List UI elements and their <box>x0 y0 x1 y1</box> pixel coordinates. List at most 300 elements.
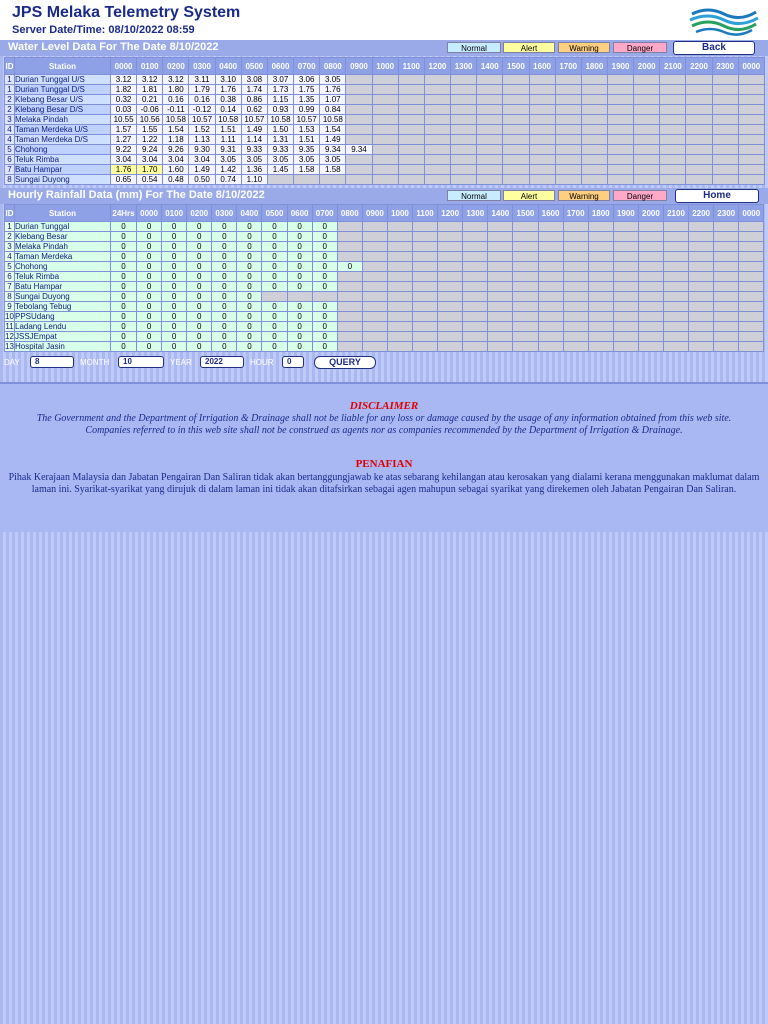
empty-cell <box>588 312 613 322</box>
rainfall-value: 0 <box>312 282 337 292</box>
table-row <box>5 342 764 352</box>
empty-cell <box>660 135 686 145</box>
empty-cell <box>714 282 739 292</box>
empty-cell <box>712 105 738 115</box>
empty-cell <box>712 145 738 155</box>
station-id: 4 <box>5 135 15 145</box>
empty-cell <box>660 175 686 185</box>
empty-cell <box>638 242 663 252</box>
column-header-id: ID <box>5 58 15 75</box>
empty-cell <box>660 125 686 135</box>
empty-cell <box>451 95 477 105</box>
empty-cell <box>262 292 287 302</box>
legend-warning: Warning <box>558 190 610 201</box>
rainfall-value: 0 <box>312 222 337 232</box>
water-level-value: 1.76 <box>215 85 241 95</box>
column-header-hour: 1200 <box>424 58 450 75</box>
water-level-value: 1.27 <box>111 135 137 145</box>
empty-cell <box>413 262 438 272</box>
station-name: Ladang Lendu <box>15 322 111 332</box>
empty-cell <box>477 165 503 175</box>
water-level-value: 3.12 <box>111 75 137 85</box>
empty-cell <box>529 115 555 125</box>
water-level-value: 1.18 <box>163 135 189 145</box>
empty-cell <box>503 175 529 185</box>
water-level-value: 1.49 <box>241 125 267 135</box>
empty-cell <box>503 135 529 145</box>
empty-cell <box>513 302 538 312</box>
empty-cell <box>529 145 555 155</box>
empty-cell <box>413 312 438 322</box>
station-id: 8 <box>5 175 15 185</box>
table-row <box>5 282 764 292</box>
empty-cell <box>663 342 688 352</box>
rainfall-value: 0 <box>237 232 262 242</box>
empty-cell <box>689 292 714 302</box>
water-level-value: 3.05 <box>294 155 320 165</box>
empty-cell <box>346 105 372 115</box>
empty-cell <box>714 332 739 342</box>
rainfall-value: 0 <box>212 322 237 332</box>
rainfall-value: 0 <box>162 282 187 292</box>
water-level-value: 1.75 <box>294 85 320 95</box>
empty-cell <box>588 242 613 252</box>
column-header-hour: 0200 <box>187 205 212 222</box>
empty-cell <box>739 302 764 312</box>
empty-cell <box>555 105 581 115</box>
empty-cell <box>663 252 688 262</box>
rainfall-value: 0 <box>187 302 212 312</box>
column-header-hour: 0800 <box>337 205 362 222</box>
empty-cell <box>660 115 686 125</box>
water-level-value: 10.58 <box>215 115 241 125</box>
table-row <box>5 292 764 302</box>
empty-cell <box>346 135 372 145</box>
column-header-hour: 1000 <box>372 58 398 75</box>
station-name: Taman Merdeka D/S <box>15 135 111 145</box>
home-button[interactable]: Home <box>675 189 759 203</box>
empty-cell <box>346 75 372 85</box>
empty-cell <box>424 95 450 105</box>
rainfall-value: 0 <box>212 272 237 282</box>
empty-cell <box>607 125 633 135</box>
empty-cell <box>738 115 764 125</box>
column-header-hour: 2300 <box>712 58 738 75</box>
hour-input[interactable]: 0 <box>282 356 304 368</box>
table-row <box>5 95 765 105</box>
empty-cell <box>477 105 503 115</box>
column-header-hour: 0000 <box>738 58 764 75</box>
water-level-value: 0.62 <box>241 105 267 115</box>
table-row <box>5 312 764 322</box>
column-header-hour: 1800 <box>581 58 607 75</box>
empty-cell <box>714 232 739 242</box>
water-level-value: 1.07 <box>320 95 346 105</box>
station-id: 4 <box>5 125 15 135</box>
empty-cell <box>738 155 764 165</box>
water-level-value: 10.58 <box>267 115 293 125</box>
column-header-station: Station <box>15 58 111 75</box>
empty-cell <box>463 332 488 342</box>
empty-cell <box>581 115 607 125</box>
column-header-hour: 1400 <box>477 58 503 75</box>
rainfall-value: 0 <box>187 232 212 242</box>
empty-cell <box>372 115 398 125</box>
month-input[interactable]: 10 <box>118 356 164 368</box>
empty-cell <box>634 155 660 165</box>
empty-cell <box>686 125 712 135</box>
empty-cell <box>663 242 688 252</box>
empty-cell <box>555 155 581 165</box>
empty-cell <box>588 292 613 302</box>
empty-cell <box>634 165 660 175</box>
rainfall-value: 0 <box>162 242 187 252</box>
empty-cell <box>538 332 563 342</box>
empty-cell <box>451 135 477 145</box>
station-id: 9 <box>5 302 15 312</box>
disclaimer-title: DISCLAIMER <box>349 400 419 412</box>
water-level-value: 3.05 <box>320 75 346 85</box>
rainfall-value: 0 <box>137 272 162 282</box>
water-level-value: 1.57 <box>111 125 137 135</box>
empty-cell <box>581 155 607 165</box>
column-header-hour: 0800 <box>320 58 346 75</box>
empty-cell <box>607 145 633 155</box>
rainfall-value: 0 <box>287 252 312 262</box>
rainfall-value: 0 <box>287 232 312 242</box>
empty-cell <box>660 85 686 95</box>
rainfall-value: 0 <box>262 302 287 312</box>
table-row <box>5 75 765 85</box>
column-header-hour: 1000 <box>387 205 412 222</box>
table-row <box>5 322 764 332</box>
empty-cell <box>538 292 563 302</box>
empty-cell <box>588 322 613 332</box>
empty-cell <box>607 135 633 145</box>
empty-cell <box>424 155 450 165</box>
empty-cell <box>686 135 712 145</box>
empty-cell <box>634 145 660 155</box>
disclaimer-text: The Government and the Department of Irrigation & Drainage shall not be liable for any loss or damage caused by the usage of any information obtained from this web site. Companies referred to in this web site shall not be construed as agents nor as companies recommended by the Department of Irrigation & Drainage. <box>36 413 732 436</box>
empty-cell <box>398 155 424 165</box>
empty-cell <box>362 332 387 342</box>
water-level-value: 10.57 <box>189 115 215 125</box>
rainfall-value: 0 <box>237 322 262 332</box>
empty-cell <box>581 145 607 155</box>
station-id: 7 <box>5 282 15 292</box>
rainfall-value: 0 <box>287 322 312 332</box>
empty-cell <box>555 135 581 145</box>
empty-cell <box>634 175 660 185</box>
empty-cell <box>663 332 688 342</box>
empty-cell <box>513 322 538 332</box>
empty-cell <box>712 75 738 85</box>
empty-cell <box>613 292 638 302</box>
empty-cell <box>686 105 712 115</box>
rainfall-value: 0 <box>212 332 237 342</box>
water-level-value: 1.53 <box>294 125 320 135</box>
empty-cell <box>477 135 503 145</box>
empty-cell <box>413 282 438 292</box>
water-level-value: 9.33 <box>267 145 293 155</box>
empty-cell <box>563 262 588 272</box>
penafian-title: PENAFIAN <box>355 458 413 470</box>
rainfall-value: 0 <box>137 282 162 292</box>
empty-cell <box>362 282 387 292</box>
table-row <box>5 115 765 125</box>
empty-cell <box>738 75 764 85</box>
empty-cell <box>529 165 555 175</box>
water-level-value: 1.42 <box>215 165 241 175</box>
water-level-title-bar <box>0 40 768 56</box>
empty-cell <box>739 242 764 252</box>
water-level-value: 0.48 <box>163 175 189 185</box>
empty-cell <box>663 302 688 312</box>
empty-cell <box>488 262 513 272</box>
rainfall-value: 0 <box>162 292 187 302</box>
rainfall-value: 0 <box>312 322 337 332</box>
day-input[interactable]: 8 <box>30 356 74 368</box>
column-header-hour: 1600 <box>538 205 563 222</box>
empty-cell <box>513 332 538 342</box>
rainfall-value: 0 <box>162 332 187 342</box>
station-id: 2 <box>5 232 15 242</box>
empty-cell <box>477 95 503 105</box>
empty-cell <box>438 312 463 322</box>
empty-cell <box>503 155 529 165</box>
station-name: Durian Tunggal D/S <box>15 85 111 95</box>
rainfall-value: 0 <box>187 252 212 262</box>
empty-cell <box>588 342 613 352</box>
empty-cell <box>529 175 555 185</box>
empty-cell <box>503 145 529 155</box>
empty-cell <box>738 105 764 115</box>
empty-cell <box>488 342 513 352</box>
water-level-value: 0.16 <box>189 95 215 105</box>
empty-cell <box>538 272 563 282</box>
table-row <box>5 135 765 145</box>
rainfall-24hr-total: 0 <box>111 242 137 252</box>
column-header-24hrs: 24Hrs <box>111 205 137 222</box>
rainfall-value: 0 <box>287 332 312 342</box>
column-header-hour: 1100 <box>398 58 424 75</box>
empty-cell <box>638 222 663 232</box>
empty-cell <box>563 322 588 332</box>
empty-cell <box>513 312 538 322</box>
empty-cell <box>438 302 463 312</box>
station-id: 3 <box>5 115 15 125</box>
water-level-value: 0.54 <box>137 175 163 185</box>
rainfall-value: 0 <box>212 262 237 272</box>
empty-cell <box>387 272 412 282</box>
empty-cell <box>638 282 663 292</box>
empty-cell <box>438 222 463 232</box>
empty-cell <box>398 85 424 95</box>
empty-cell <box>712 85 738 95</box>
empty-cell <box>372 125 398 135</box>
station-name: Taman Merdeka U/S <box>15 125 111 135</box>
back-button[interactable]: Back <box>673 41 755 55</box>
column-header-hour: 1900 <box>607 58 633 75</box>
station-name: Chohong <box>15 262 111 272</box>
rainfall-value: 0 <box>312 262 337 272</box>
rainfall-value: 0 <box>162 302 187 312</box>
empty-cell <box>346 155 372 165</box>
water-level-value: 1.11 <box>215 135 241 145</box>
empty-cell <box>607 75 633 85</box>
water-level-value: 3.05 <box>215 155 241 165</box>
water-level-value: 1.73 <box>267 85 293 95</box>
empty-cell <box>413 302 438 312</box>
empty-cell <box>463 312 488 322</box>
empty-cell <box>638 262 663 272</box>
empty-cell <box>581 105 607 115</box>
table-row <box>5 302 764 312</box>
year-input[interactable]: 2022 <box>200 356 244 368</box>
water-level-value: -0.12 <box>189 105 215 115</box>
rainfall-value: 0 <box>137 322 162 332</box>
empty-cell <box>387 242 412 252</box>
water-level-value: 9.24 <box>137 145 163 155</box>
empty-cell <box>689 222 714 232</box>
column-header-hour: 1100 <box>413 205 438 222</box>
empty-cell <box>581 75 607 85</box>
empty-cell <box>613 222 638 232</box>
empty-cell <box>398 75 424 85</box>
empty-cell <box>513 292 538 302</box>
empty-cell <box>413 342 438 352</box>
empty-cell <box>362 272 387 282</box>
empty-cell <box>588 222 613 232</box>
empty-cell <box>413 292 438 302</box>
water-level-value: 9.34 <box>346 145 372 155</box>
empty-cell <box>712 165 738 175</box>
empty-cell <box>714 312 739 322</box>
empty-cell <box>451 115 477 125</box>
station-name: Hospital Jasin <box>15 342 111 352</box>
water-level-value: 9.30 <box>189 145 215 155</box>
empty-cell <box>451 85 477 95</box>
empty-cell <box>663 232 688 242</box>
empty-cell <box>663 292 688 302</box>
empty-cell <box>529 105 555 115</box>
month-label: MONTH <box>80 358 110 367</box>
empty-cell <box>686 175 712 185</box>
station-name: Melaka Pindah <box>15 115 111 125</box>
empty-cell <box>346 165 372 175</box>
query-button[interactable]: QUERY <box>314 356 376 369</box>
column-header-hour: 2100 <box>663 205 688 222</box>
empty-cell <box>372 145 398 155</box>
empty-cell <box>563 272 588 282</box>
water-level-value: 10.58 <box>163 115 189 125</box>
rainfall-value: 0 <box>162 222 187 232</box>
rainfall-value: 0 <box>137 342 162 352</box>
empty-cell <box>387 292 412 302</box>
rainfall-title-bar <box>0 188 768 204</box>
empty-cell <box>613 332 638 342</box>
empty-cell <box>488 332 513 342</box>
empty-cell <box>634 95 660 105</box>
water-level-value: 3.06 <box>294 75 320 85</box>
rainfall-value: 0 <box>237 242 262 252</box>
column-header-hour: 0300 <box>189 58 215 75</box>
empty-cell <box>337 332 362 342</box>
empty-cell <box>529 155 555 165</box>
water-level-value: 1.82 <box>111 85 137 95</box>
station-id: 1 <box>5 85 15 95</box>
empty-cell <box>588 262 613 272</box>
rainfall-value: 0 <box>162 232 187 242</box>
rainfall-value: 0 <box>287 302 312 312</box>
empty-cell <box>607 95 633 105</box>
column-header-hour: 1700 <box>555 58 581 75</box>
empty-cell <box>739 272 764 282</box>
rainfall-value: 0 <box>137 302 162 312</box>
station-id: 6 <box>5 155 15 165</box>
empty-cell <box>738 135 764 145</box>
empty-cell <box>714 222 739 232</box>
rainfall-value: 0 <box>187 332 212 342</box>
table-row <box>5 262 764 272</box>
rainfall-value: 0 <box>262 342 287 352</box>
empty-cell <box>387 342 412 352</box>
column-header-hour: 1300 <box>463 205 488 222</box>
empty-cell <box>513 222 538 232</box>
station-id: 7 <box>5 165 15 175</box>
empty-cell <box>686 165 712 175</box>
empty-cell <box>413 222 438 232</box>
water-level-value: 1.49 <box>189 165 215 175</box>
water-level-value: 3.04 <box>189 155 215 165</box>
empty-cell <box>451 155 477 165</box>
empty-cell <box>488 242 513 252</box>
rainfall-value: 0 <box>287 282 312 292</box>
empty-cell <box>398 115 424 125</box>
empty-cell <box>463 232 488 242</box>
empty-cell <box>488 252 513 262</box>
station-id: 2 <box>5 95 15 105</box>
column-header-id: ID <box>5 205 15 222</box>
empty-cell <box>398 145 424 155</box>
rainfall-value: 0 <box>312 302 337 312</box>
empty-cell <box>346 175 372 185</box>
empty-cell <box>712 135 738 145</box>
empty-cell <box>529 95 555 105</box>
water-level-value: 1.15 <box>267 95 293 105</box>
water-level-value: 3.04 <box>163 155 189 165</box>
rainfall-value: 0 <box>137 312 162 322</box>
rainfall-value: 0 <box>187 312 212 322</box>
empty-cell <box>320 175 346 185</box>
water-level-value: 3.07 <box>267 75 293 85</box>
empty-cell <box>337 232 362 242</box>
empty-cell <box>689 312 714 322</box>
empty-cell <box>739 252 764 262</box>
column-header-hour: 0200 <box>163 58 189 75</box>
table-row <box>5 272 764 282</box>
empty-cell <box>660 95 686 105</box>
empty-cell <box>413 322 438 332</box>
station-id: 1 <box>5 75 15 85</box>
empty-cell <box>398 125 424 135</box>
empty-cell <box>438 262 463 272</box>
rainfall-24hr-total: 0 <box>111 312 137 322</box>
empty-cell <box>438 242 463 252</box>
empty-cell <box>463 262 488 272</box>
empty-cell <box>634 75 660 85</box>
empty-cell <box>613 262 638 272</box>
